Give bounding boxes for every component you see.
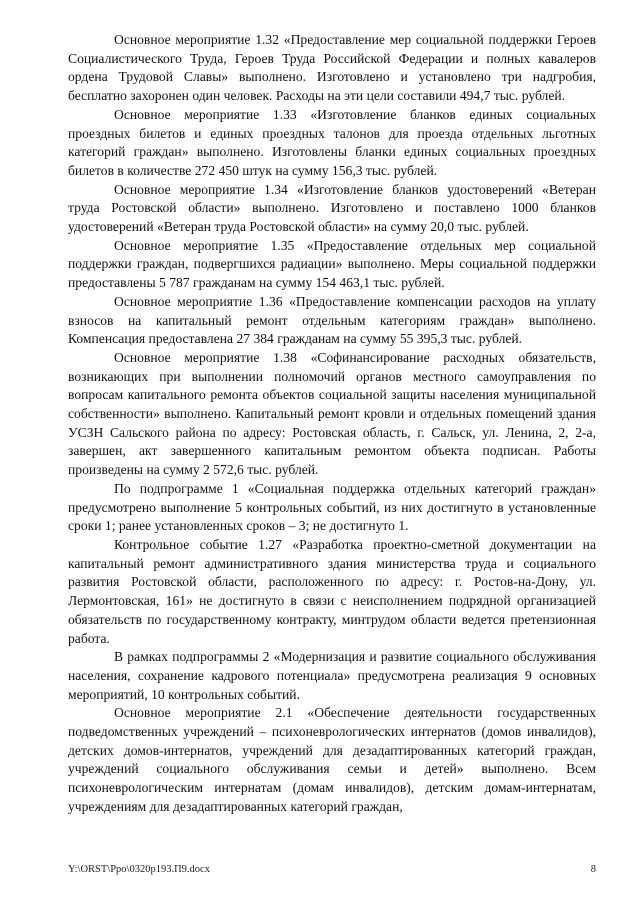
paragraph-1-38: Основное мероприятие 1.38 «Софинансирование расходных обязательств, возникающих при выполнении полномочий органов местного самоуправления по вопросам капитального ремонта объектов социальной защиты населения муниципальной собственности» выполнено. Капитальный ремонт кровли и отдельных помещений здания УСЗН Сальского района по адресу: Ростовская область, г. Сальск, ул. Ленина, 2, 2-а, завершен, акт завершенного капитальным ремонтом объекта подписан. Работы произведены на сумму 2 572,6 тыс. рублей. xyxy=(68,349,596,478)
document-body xyxy=(68,31,596,817)
page-footer xyxy=(68,864,596,875)
paragraph-1-32: Основное мероприятие 1.32 «Предоставление мер социальной поддержки Героев Социалистического Труда, Героев Труда Российской Федерации и полных кавалеров ордена Трудовой Славы» выполнено. Изготовлено и установлено три надгробия, бесплатно захоронен один человек. Расходы на эти цели составили 494,7 тыс. рублей. xyxy=(68,32,596,104)
paragraph-control-event-1-27: Контрольное событие 1.27 «Разработка проектно-сметной документации на капитальный ремонт административного здания министерства труда и социального развития Ростовской области, расположенного по адресу: г. Ростов-на-Дону, ул. Лермонтовская, 161» не достигнуто в связи с неисполнением подрядной организацией обязательств по государственному контракту, минтрудом области ведется претензионная работа. xyxy=(68,536,596,646)
footer-file-path: Y:\ORST\Ppo\0320p193.П9.docx xyxy=(68,864,210,875)
paragraph-1-35: Основное мероприятие 1.35 «Предоставление отдельных мер социальной поддержки граждан, подвергшихся радиации» выполнено. Меры социальной поддержки предоставлены 5 787 гражданам на сумму 154 463,1 тыс. рублей. xyxy=(68,237,596,291)
footer-page-number: 8 xyxy=(590,864,596,875)
paragraph-1-36: Основное мероприятие 1.36 «Предоставление компенсации расходов на уплату взносов на капитальный ремонт отдельным категориям граждан» выполнено. Компенсация предоставлена 27 384 гражданам на сумму 55 395,3 тыс. рублей. xyxy=(68,293,596,347)
paragraph-1-34: Основное мероприятие 1.34 «Изготовление бланков удостоверений «Ветеран труда Ростовской области» выполнено. Изготовлено и поставлено 1000 бланков удостоверений «Ветеран труда Ростовской области» на сумму 20,0 тыс. рублей. xyxy=(68,181,596,235)
paragraph-2-1: Основное мероприятие 2.1 «Обеспечение деятельности государственных подведомственных учреждений – психоневрологических интернатов (домов инвалидов), детских домов-интернатов, учреждений для дезадаптированных категорий граждан, учреждений социального обслуживания семьи и детей» выполнено. Всем психоневрологическим интернатам (домам инвалидов), детским домам-интернатам, учреждениям для дезадаптированных категорий граждан, xyxy=(68,705,596,814)
paragraph-subprogram-1-summary: По подпрограмме 1 «Социальная поддержка отдельных категорий граждан» предусмотрено выполнение 5 контрольных событий, из них достигнуто в установленные сроки 1; ранее установленных сроков – 3; не достигнуто 1. xyxy=(68,480,596,534)
paragraph-1-33: Основное мероприятие 1.33 «Изготовление бланков единых социальных проездных билетов и единых проездных талонов для проезда отдельных льготных категорий граждан» выполнено. Изготовлены бланки единых социальных проездных билетов в количестве 272 450 штук на сумму 156,3 тыс. рублей. xyxy=(68,106,596,178)
paragraph-subprogram-2-intro: В рамках подпрограммы 2 «Модернизация и развитие социального обслуживания населения, сохранение кадрового потенциала» предусмотрена реализация 9 основных мероприятий, 10 контрольных событий. xyxy=(68,649,596,702)
